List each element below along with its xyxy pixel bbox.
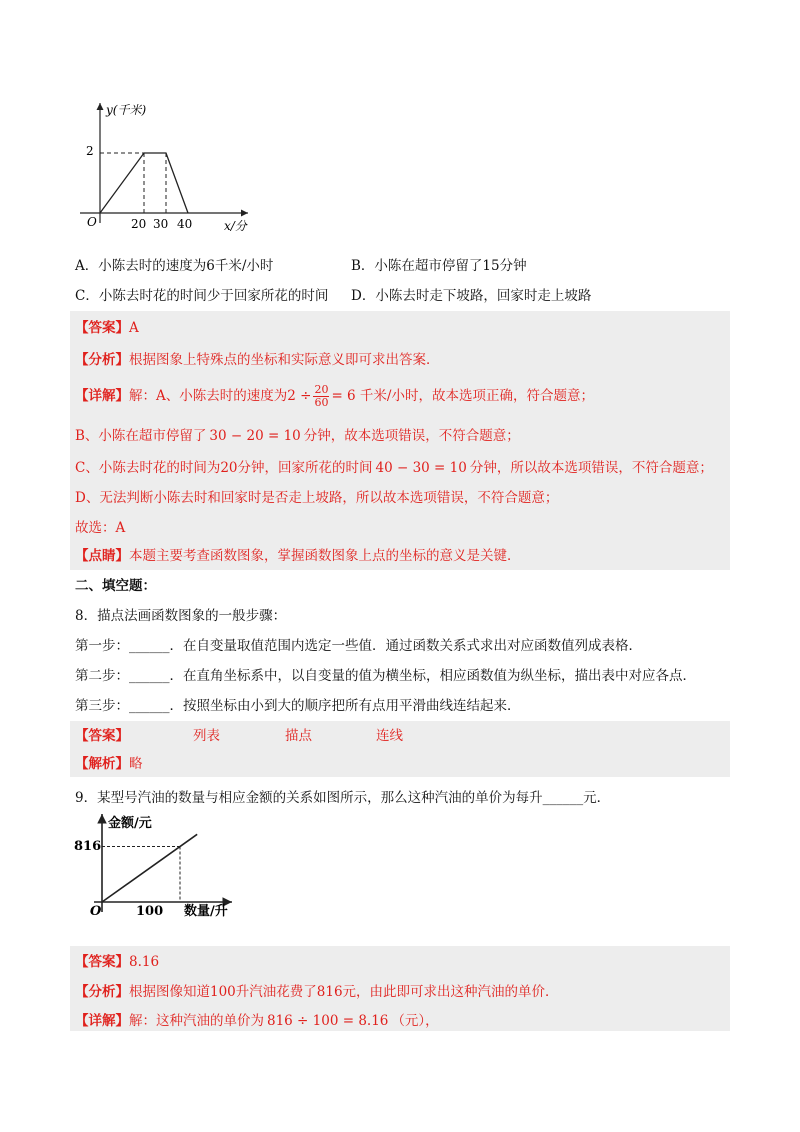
line-b-post: 分钟，故本选项错误，不符合题意；: [303, 428, 520, 444]
q9-detail: [75, 1011, 439, 1031]
fraction-numerator: 20: [314, 383, 329, 396]
analysis-text: 根据图象上特殊点的坐标和实际意义即可求出答案．: [129, 352, 440, 368]
line-c-text: C、小陈去时花的时间为20分钟，回家所花的时间: [75, 460, 373, 476]
origin-label: O: [87, 215, 97, 229]
y-axis-label: y(千米): [106, 103, 147, 117]
line-c-post: 分钟，所以故本选项错误，不符合题意；: [469, 460, 713, 476]
y-axis-label: 金额/元: [108, 816, 152, 831]
q7-choice: 故选：A: [75, 520, 126, 536]
section-heading: 二、填空题：: [75, 578, 156, 594]
q8-step1: 第一步：______．在自变量取值范围内选定一些值．通过函数关系式求出对应函数值列成表格．: [75, 638, 642, 654]
option-b: B．小陈在超市停留了15分钟: [351, 258, 527, 274]
x-tick-label-20: 20: [131, 217, 147, 231]
explain-text: 略: [129, 756, 143, 772]
q8-answer: [75, 726, 403, 746]
x-tick-label-30: 30: [153, 217, 169, 231]
answer-tag: 【答案】: [75, 320, 129, 336]
detail-post: （元），: [391, 1013, 439, 1029]
answer-2: 描点: [285, 728, 312, 744]
q9-stem: 9．某型号汽油的数量与相应金额的关系如图所示，那么这种汽油的单价为每升______元．: [75, 790, 611, 806]
y-tick-label: 816: [74, 839, 102, 854]
distance-time-graph: [70, 95, 270, 240]
y-tick-label: 2: [86, 144, 94, 158]
q7-detail: [75, 384, 594, 409]
x-tick-label-40: 40: [177, 217, 193, 231]
fraction-denominator: 60: [314, 396, 329, 409]
q7-line-b: [75, 426, 520, 446]
price-quantity-graph: [72, 808, 252, 923]
detail-expression: 816 ÷ 100 = 8.16: [267, 1013, 389, 1029]
q8-step3: 第三步：______．按照坐标由小到大的顺序把所有点用平滑曲线连结起来．: [75, 698, 521, 714]
q9-answer: [75, 952, 159, 972]
q9-analysis: [75, 982, 559, 1002]
q8-explain: [75, 754, 143, 774]
detail-pre: 解：这种汽油的单价为: [129, 1013, 264, 1029]
detail-tag: 【详解】: [75, 388, 129, 404]
analysis-tag: 【分析】: [75, 984, 129, 1000]
option-c: C．小陈去时花的时间少于回家所花的时间: [75, 288, 329, 304]
price-series-line: [102, 834, 197, 902]
answer-value: 8.16: [129, 954, 160, 970]
line-c-expression: 40 − 30 = 10: [375, 460, 467, 476]
q7-answer: [75, 318, 139, 338]
x-axis-label: x/分: [224, 219, 247, 233]
option-d: D．小陈去时走下坡路，回家时走上坡路: [351, 288, 592, 304]
comment-tag: 【点睛】: [75, 548, 129, 564]
q7-analysis: [75, 350, 440, 370]
answer-tag: 【答案】: [75, 954, 129, 970]
q7-line-c: [75, 458, 713, 478]
x-tick-label: 100: [136, 904, 164, 919]
detail-tag: 【详解】: [75, 1013, 129, 1029]
line-b-expression: 30 − 20 = 10: [209, 428, 301, 444]
answer-1: 列表: [193, 728, 220, 744]
q8-step2: 第二步：______．在直角坐标系中，以自变量的值为横坐标，相应函数值为纵坐标，描出表中对应各点．: [75, 668, 696, 684]
explain-tag: 【解析】: [75, 756, 129, 772]
answer-tag: 【答案】: [75, 728, 129, 744]
option-a: A．小陈去时的速度为6千米/小时: [75, 258, 274, 274]
comment-text: 本题主要考查函数图象，掌握函数图象上点的坐标的意义是关键．: [129, 548, 521, 564]
fraction: [313, 384, 329, 409]
detail-post: = 6 千米/小时，故本选项正确，符合题意；: [331, 388, 594, 404]
q7-comment: [75, 546, 521, 566]
origin-label: O: [90, 904, 102, 919]
line-b-text: B、小陈在超市停留了: [75, 428, 207, 444]
q7-line-d: D、无法判断小陈去时和回家时是否走上坡路，所以故本选项错误，不符合题意；: [75, 490, 559, 506]
analysis-tag: 【分析】: [75, 352, 129, 368]
analysis-text: 根据图像知道100升汽油花费了816元，由此即可求出这种汽油的单价．: [129, 984, 559, 1000]
answer-3: 连线: [376, 728, 403, 744]
answer-value: A: [129, 320, 139, 336]
q8-stem: 8．描点法画函数图象的一般步骤：: [75, 608, 287, 624]
x-axis-label: 数量/升: [184, 904, 228, 919]
detail-pre: 解：A、小陈去时的速度为2 ÷: [129, 388, 312, 404]
